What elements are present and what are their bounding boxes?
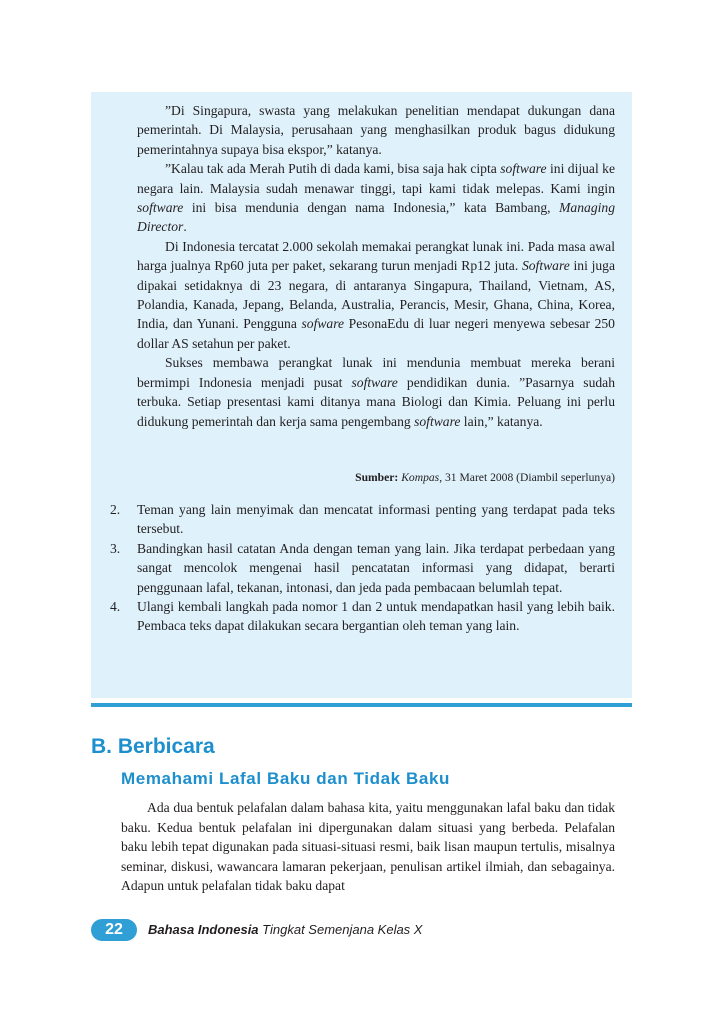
source-publication: Kompas bbox=[401, 471, 440, 484]
step-number: 2. bbox=[110, 502, 121, 517]
list-item bbox=[110, 539, 615, 597]
running-footer bbox=[148, 921, 422, 939]
quote-paragraph-3 bbox=[137, 237, 615, 353]
section-subtitle: Memahami Lafal Baku dan Tidak Baku bbox=[121, 769, 451, 788]
section-title: B. Berbicara bbox=[91, 735, 215, 758]
page-number: 22 bbox=[105, 921, 123, 938]
source-label: Sumber: bbox=[355, 471, 399, 484]
text-run: PesonaEdu di luar negeri menyewa sebesar 250 dollar AS setahun per paket. bbox=[137, 316, 615, 351]
italic-term: software bbox=[414, 413, 461, 429]
text-run: . bbox=[183, 219, 187, 235]
step-number: 4. bbox=[110, 599, 121, 615]
italic-term: software bbox=[500, 161, 547, 177]
quoted-article bbox=[137, 101, 615, 431]
text-run: pendidikan dunia. ”Pasarnya sudah terbuka. Setiap presentasi kami ditanya mana Biologi dan Kimia. Peluang ini perlu didukung pemerintah dan kerja sama pengembang bbox=[137, 374, 615, 429]
italic-term: software bbox=[137, 200, 184, 216]
quote-paragraph-2 bbox=[137, 159, 615, 237]
italic-term: Managing Director bbox=[137, 200, 615, 235]
page-number-badge bbox=[91, 919, 137, 941]
reading-box-divider bbox=[91, 703, 632, 707]
italic-term: software bbox=[351, 374, 398, 390]
book-subtitle: Tingkat Semenjana Kelas X bbox=[258, 922, 423, 937]
section-body: Ada dua bentuk pelafalan dalam bahasa kita, yaitu menggunakan lafal baku dan tidak baku. Kedua bentuk pelafalan ini dipergunakan dalam situasi yang berbeda. Pelafalan baku lebih tepat digunakan pada situasi-situasi resmi, baik lisan maupun tertulis, misalnya seminar, diskusi, wawancara lamaran pekerjaan, penulisan artikel ilmiah, dan sebagainya. Adapun untuk pelafalan tidak baku dapat bbox=[121, 800, 615, 894]
list-item bbox=[110, 500, 615, 539]
activity-steps bbox=[110, 500, 615, 636]
text-run: ini bisa mendunia dengan nama Indonesia,” kata Bambang, bbox=[183, 200, 560, 216]
text-run: Sukses membawa perangkat lunak ini mendunia membuat mereka berani bermimpi Indonesia menjadi pusat bbox=[137, 355, 615, 390]
book-title: Bahasa Indonesia bbox=[148, 922, 259, 937]
text-run: ini dijual ke negara lain. Malaysia sudah menawar tinggi, tapi kami tidak melepas. Kami ingin bbox=[137, 161, 615, 196]
italic-term: Software bbox=[521, 258, 570, 274]
step-text: Teman yang lain menyimak dan mencatat informasi penting yang terdapat pada teks tersebut. bbox=[137, 502, 615, 537]
step-number: 3. bbox=[110, 540, 121, 556]
text-run: ”Kalau tak ada Merah Putih di dada kami, bisa saja hak cipta bbox=[165, 161, 501, 177]
source-citation bbox=[137, 470, 615, 486]
italic-term: sofware bbox=[301, 316, 345, 332]
step-text: Bandingkan hasil catatan Anda dengan teman yang lain. Jika terdapat perbedaan yang sangat mencolok mengenai hasil pencatatan informasi yang didapat, berarti penggunaan lafal, tekanan, intonasi, dan jeda pada pembacaan belumlah tepat. bbox=[137, 540, 615, 595]
text-run: lain,” katanya. bbox=[460, 413, 543, 429]
list-item bbox=[110, 597, 615, 636]
text-run: Di Indonesia tercatat 2.000 sekolah memakai perangkat lunak ini. Pada masa awal harga jualnya Rp60 juta per paket, sekarang turun menjadi Rp12 juta. bbox=[137, 238, 615, 274]
step-text: Ulangi kembali langkah pada nomor 1 dan 2 untuk mendapatkan hasil yang lebih baik. Pembaca teks dapat dilakukan secara bergantian oleh teman yang lain. bbox=[137, 599, 615, 634]
source-detail: , 31 Maret 2008 (Diambil seperlunya) bbox=[439, 471, 615, 484]
text-run: ”Di Singapura, swasta yang melakukan penelitian mendapat dukungan dana pemerintah. Di Malaysia, perusahaan yang menghasilkan produk bagus didukung pemerintahnya supaya bisa ekspor,” katanya. bbox=[137, 103, 615, 157]
quote-paragraph-4 bbox=[137, 353, 615, 431]
text-run: ini juga dipakai setidaknya di 23 negara, di antaranya Singapura, Thailand, Vietnam, AS, Polandia, Kanada, Jepang, Belanda, Australia, Perancis, Mesir, Ghana, China, Korea, India, dan Yunani. Pengguna bbox=[137, 258, 615, 332]
quote-paragraph-1 bbox=[137, 101, 615, 159]
